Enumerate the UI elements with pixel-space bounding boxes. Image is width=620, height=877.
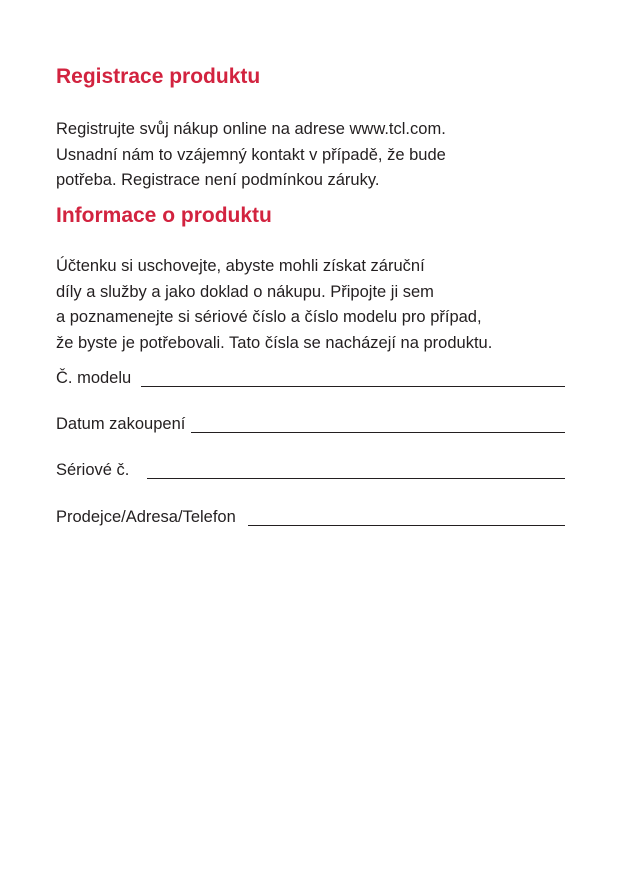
product-info-line: díly a služby a jako doklad o nákupu. Připojte ji sem: [56, 282, 434, 301]
product-info-line: Účtenku si uschovejte, abyste mohli získat záruční: [56, 257, 425, 275]
model-number-field: [56, 366, 565, 388]
model-number-blank-line: [141, 372, 565, 387]
product-info-heading: Informace o produktu: [56, 204, 272, 227]
registration-line: Usnadní nám to vzájemný kontakt v případě, že bude: [56, 145, 446, 164]
serial-number-label: Sériové č.: [56, 461, 130, 479]
dealer-address-phone-field: [56, 505, 565, 527]
serial-number-blank-line: [147, 464, 565, 479]
product-info-line: že byste je potřebovali. Tato čísla se nacházejí na produktu.: [56, 333, 493, 352]
registration-heading: Registrace produktu: [56, 65, 261, 88]
dealer-address-phone-label: Prodejce/Adresa/Telefon: [56, 508, 236, 526]
registration-line: potřeba. Registrace není podmínkou záruky.: [56, 171, 380, 189]
product-info-line: a poznamenejte si sériové číslo a číslo modelu pro případ,: [56, 308, 482, 326]
registration-paragraph: [56, 117, 446, 194]
purchase-date-blank-line: [191, 418, 565, 433]
serial-number-field: [56, 458, 565, 480]
dealer-address-phone-blank-line: [248, 511, 565, 526]
model-number-label: Č. modelu: [56, 369, 132, 387]
product-info-paragraph: [56, 254, 492, 356]
registration-line: Registrujte svůj nákup online na adrese www.tcl.com.: [56, 120, 446, 138]
purchase-date-label: Datum zakoupení: [56, 415, 186, 433]
purchase-date-field: [56, 412, 565, 434]
